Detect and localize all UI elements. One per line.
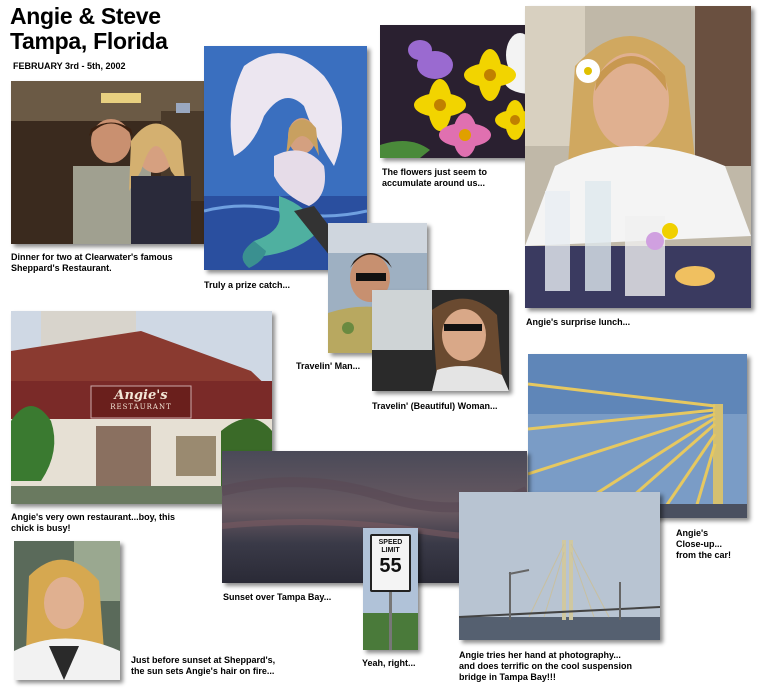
caption-suspension-bridge: Angie tries her hand at photography... and does terrific on the cool suspension bridge in Tampa Bay!!! xyxy=(459,650,633,682)
caption-bridge-closeup: Angie's Close-up... from the car! xyxy=(676,528,732,560)
photo-suspension-bridge xyxy=(459,492,660,640)
photo-dinner-for-two xyxy=(11,81,228,244)
caption-travelin-man: Travelin' Man... xyxy=(296,361,361,371)
caption-lunch: Angie's surprise lunch... xyxy=(526,317,631,327)
trip-dates: FEBRUARY 3rd - 5th, 2002 xyxy=(13,61,126,71)
restaurant-sign: Angie's RESTAURANT xyxy=(110,388,172,411)
caption-sunset: Sunset over Tampa Bay... xyxy=(223,592,332,602)
caption-mermaid: Truly a prize catch... xyxy=(204,280,291,290)
caption-travelin-woman: Travelin' (Beautiful) Woman... xyxy=(372,401,498,411)
speed-sign-face: SPEED LIMIT 55 xyxy=(370,534,411,592)
caption-speed-limit: Yeah, right... xyxy=(362,658,416,668)
caption-sheppards-sunset: Just before sunset at Sheppard's, the sun sets Angie's hair on fire... xyxy=(131,655,276,676)
photo-sheppards-sunset xyxy=(14,541,120,680)
caption-flowers: The flowers just seem to accumulate around us... xyxy=(382,167,488,188)
photo-speed-limit-sign xyxy=(363,528,418,650)
photo-travelin-woman xyxy=(372,290,509,391)
caption-dinner: Dinner for two at Clearwater's famous Sheppard's Restaurant. xyxy=(11,252,173,273)
title-line-2: Tampa, Florida xyxy=(10,28,168,54)
title-line-1: Angie & Steve xyxy=(10,3,161,29)
photo-surprise-lunch xyxy=(525,6,751,308)
page-title xyxy=(10,4,168,54)
caption-restaurant: Angie's very own restaurant...boy, this chick is busy! xyxy=(11,512,176,533)
